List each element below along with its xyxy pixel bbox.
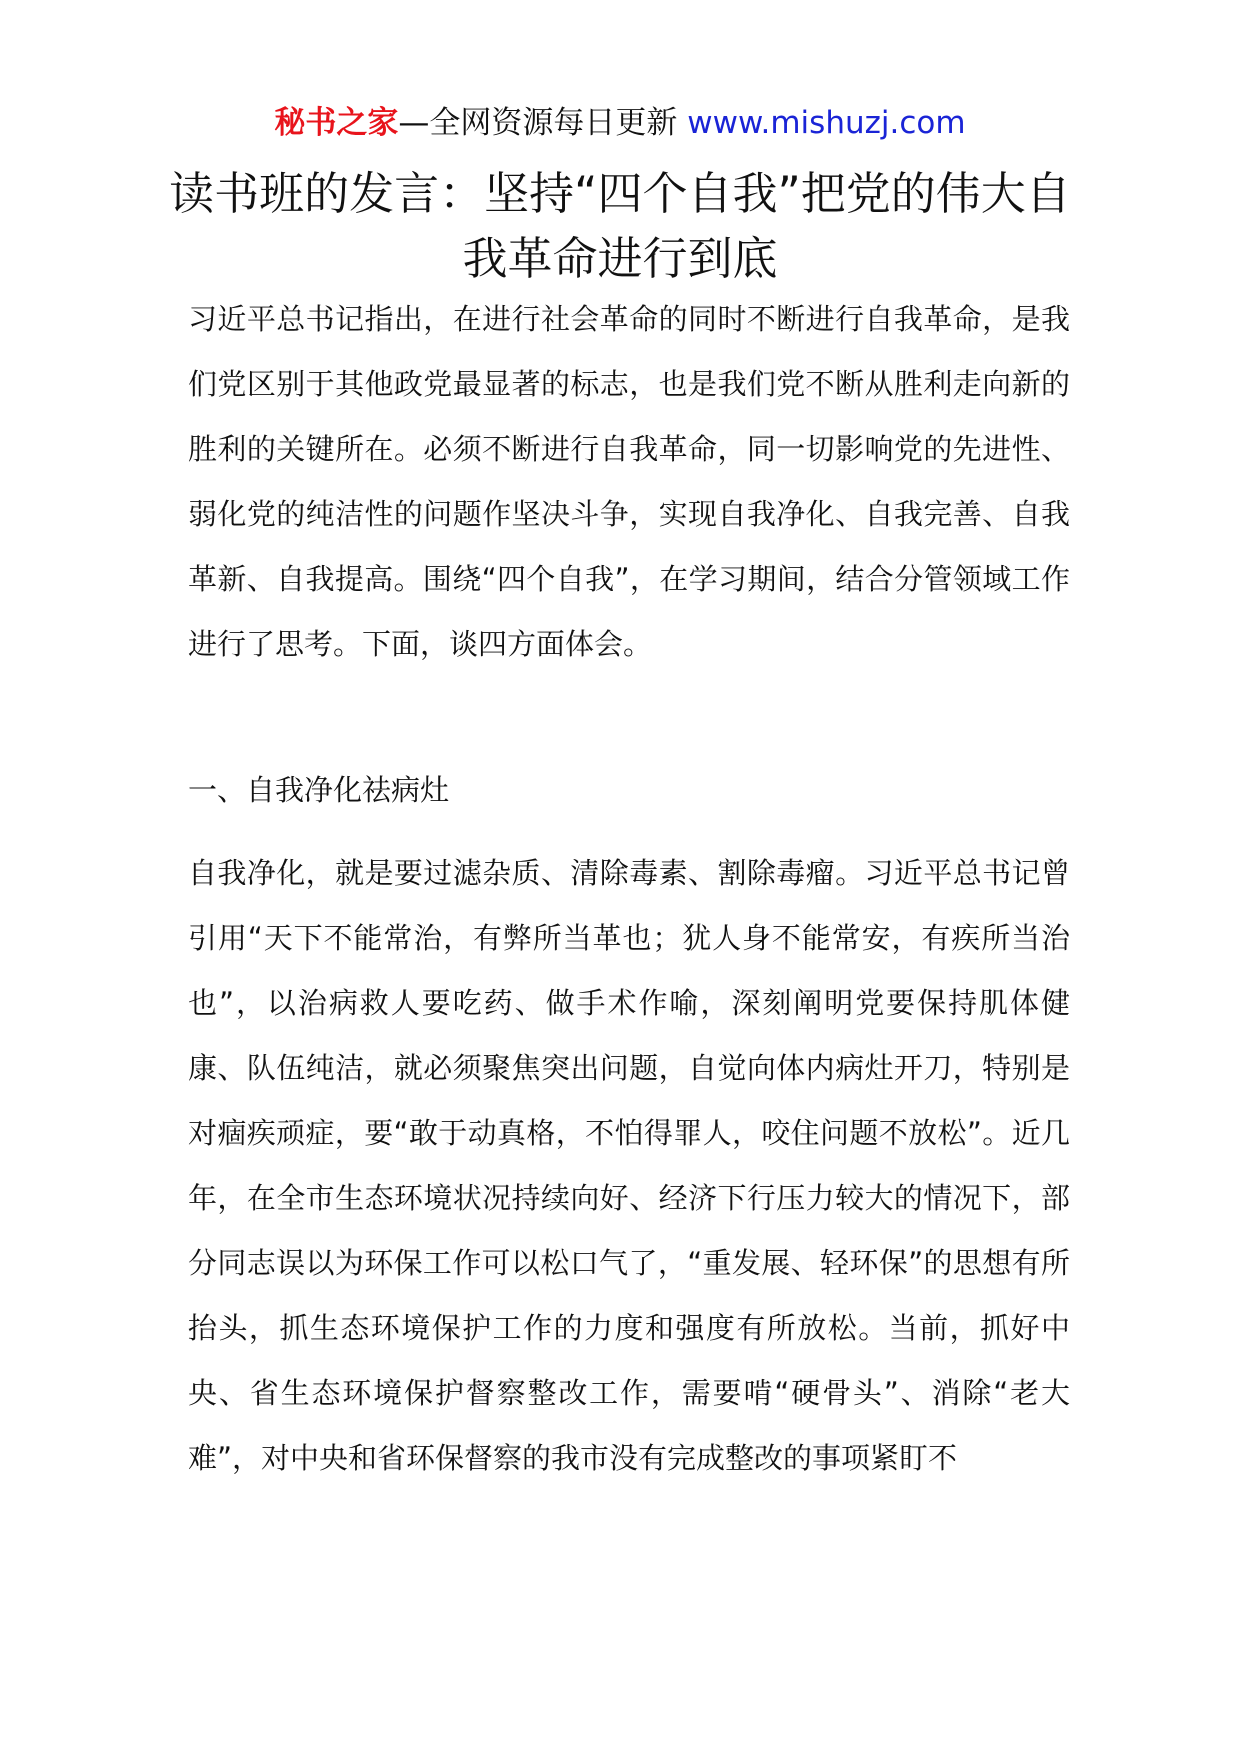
header-tagline: —全网资源每日更新	[398, 105, 688, 141]
site-header	[0, 101, 1240, 145]
section-heading-1: 一、自我净化祛病灶	[188, 773, 450, 807]
intro-paragraph: 习近平总书记指出，在进行社会革命的同时不断进行自我革命，是我们党区别于其他政党最显著的标志，也是我们党不断从胜利走向新的胜利的关键所在。必须不断进行自我革命，同一切影响党的先进性、弱化党的纯洁性的问题作坚决斗争，实现自我净化、自我完善、自我革新、自我提高。围绕“四个自我”，在学习期间，结合分管领域工作进行了思考。下面，谈四方面体会。	[188, 302, 1070, 661]
brand-name: 秘书之家	[274, 105, 399, 141]
document-title: 读书班的发言：坚持“四个自我”把党的伟大自我革命进行到底	[169, 167, 1071, 285]
section-1-paragraph: 自我净化，就是要过滤杂质、清除毒素、割除毒瘤。习近平总书记曾引用“天下不能常治，有弊所当革也；犹人身不能常安，有疾所当治也”，以治病救人要吃药、做手术作喻，深刻阐明党要保持肌体健康、队伍纯洁，就必须聚焦突出问题，自觉向体内病灶开刀，特别是对痼疾顽症，要“敢于动真格，不怕得罪人，咬住问题不放松”。近几年，在全市生态环境状况持续向好、经济下行压力较大的情况下，部分同志误以为环保工作可以松口气了，“重发展、轻环保”的思想有所抬头，抓生态环境保护工作的力度和强度有所放松。当前，抓好中央、省生态环境保护督察整改工作，需要啃“硬骨头”、消除“老大难”，对中央和省环保督察的我市没有完成整改的事项紧盯不	[188, 856, 1070, 1475]
site-url-link[interactable]: www.mishuzj.com	[687, 105, 966, 141]
